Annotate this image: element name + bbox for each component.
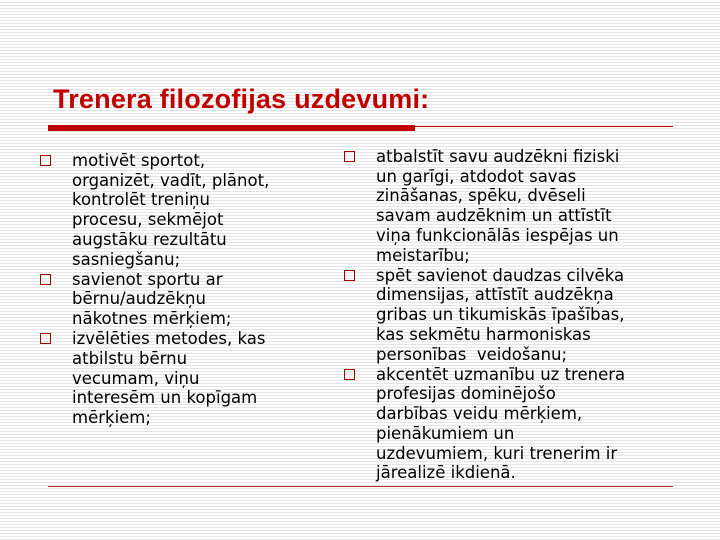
bullet-text-line: interesēm un kopīgam — [72, 388, 258, 408]
bullet-item — [40, 270, 340, 329]
bullet-item — [40, 329, 340, 428]
bullet-text-line: atbilstu bērnu — [72, 349, 188, 369]
bullet-text-line: atbalstīt savu audzēkni fiziski — [376, 147, 620, 166]
bullet-text-line: meistarību; — [376, 245, 470, 265]
bullet-item — [40, 151, 340, 269]
bullet-text-line: bērnu/audzēkņu — [72, 289, 206, 309]
bullet-text-line: uzdevumiem, kuri trenerim ir — [376, 443, 618, 463]
bullet-text-line: pienākumiem un — [376, 423, 515, 443]
bullet-item — [344, 365, 714, 483]
square-bullet-icon — [40, 155, 51, 166]
bullet-text-line: organizēt, vadīt, plānot, — [72, 170, 270, 190]
bullet-text-line: motivēt sportot, — [72, 151, 206, 170]
bullet-text-line: sasniegšanu; — [72, 249, 181, 269]
bullet-text-line: vecumam, viņu — [72, 368, 200, 388]
bullet-text-line: procesu, sekmējot — [72, 210, 224, 230]
bullet-text-line: savienot sportu ar — [72, 269, 223, 289]
bullet-text-line: personības veidošanu; — [376, 344, 568, 364]
bullet-text-line: un garīgi, atdodot savas — [376, 166, 577, 186]
bullet-text-line: viņa funkcionālās iespējas un — [376, 225, 619, 245]
left-bullet-list — [40, 151, 340, 428]
slide-title: Trenera filozofijas uzdevumi: — [53, 84, 430, 114]
square-bullet-icon — [344, 270, 355, 281]
bullet-text-line: spēt savienot daudzas cilvēka — [376, 265, 625, 285]
bullet-text-line: izvēlēties metodes, kas — [72, 329, 266, 349]
bullet-text-line: jārealizē ikdienā. — [376, 463, 516, 483]
bullet-text-line: profesijas dominējošo — [376, 384, 556, 404]
title-underline-thin — [415, 126, 673, 127]
square-bullet-icon — [40, 333, 51, 344]
right-bullet-list — [344, 147, 714, 483]
bullet-text-line: darbības veidu mērķiem, — [376, 404, 583, 424]
bullet-text-line: zināšanas, spēku, dvēseli — [376, 186, 586, 206]
title-underline-bar — [48, 125, 415, 131]
bullet-text-line: savam audzēknim un attīstīt — [376, 206, 612, 226]
bullet-text-line: kas sekmētu harmoniskas — [376, 324, 591, 344]
bullet-text-line: mērķiem; — [72, 408, 151, 428]
square-bullet-icon — [344, 369, 355, 380]
bullet-text-line: nākotnes mērķiem; — [72, 309, 232, 329]
square-bullet-icon — [40, 274, 51, 285]
bullet-text-line: akcentēt uzmanību uz trenera — [376, 364, 626, 384]
bullet-text-line: gribas un tikumiskās īpašības, — [376, 305, 625, 325]
bullet-text-line: augstāku rezultātu — [72, 229, 227, 249]
bullet-text-line: kontrolēt treniņu — [72, 190, 210, 210]
bottom-divider — [48, 486, 673, 487]
bullet-item — [344, 266, 714, 365]
bullet-text-line: dimensijas, attīstīt audzēkņa — [376, 285, 614, 305]
square-bullet-icon — [344, 151, 355, 162]
bullet-item — [344, 147, 714, 265]
